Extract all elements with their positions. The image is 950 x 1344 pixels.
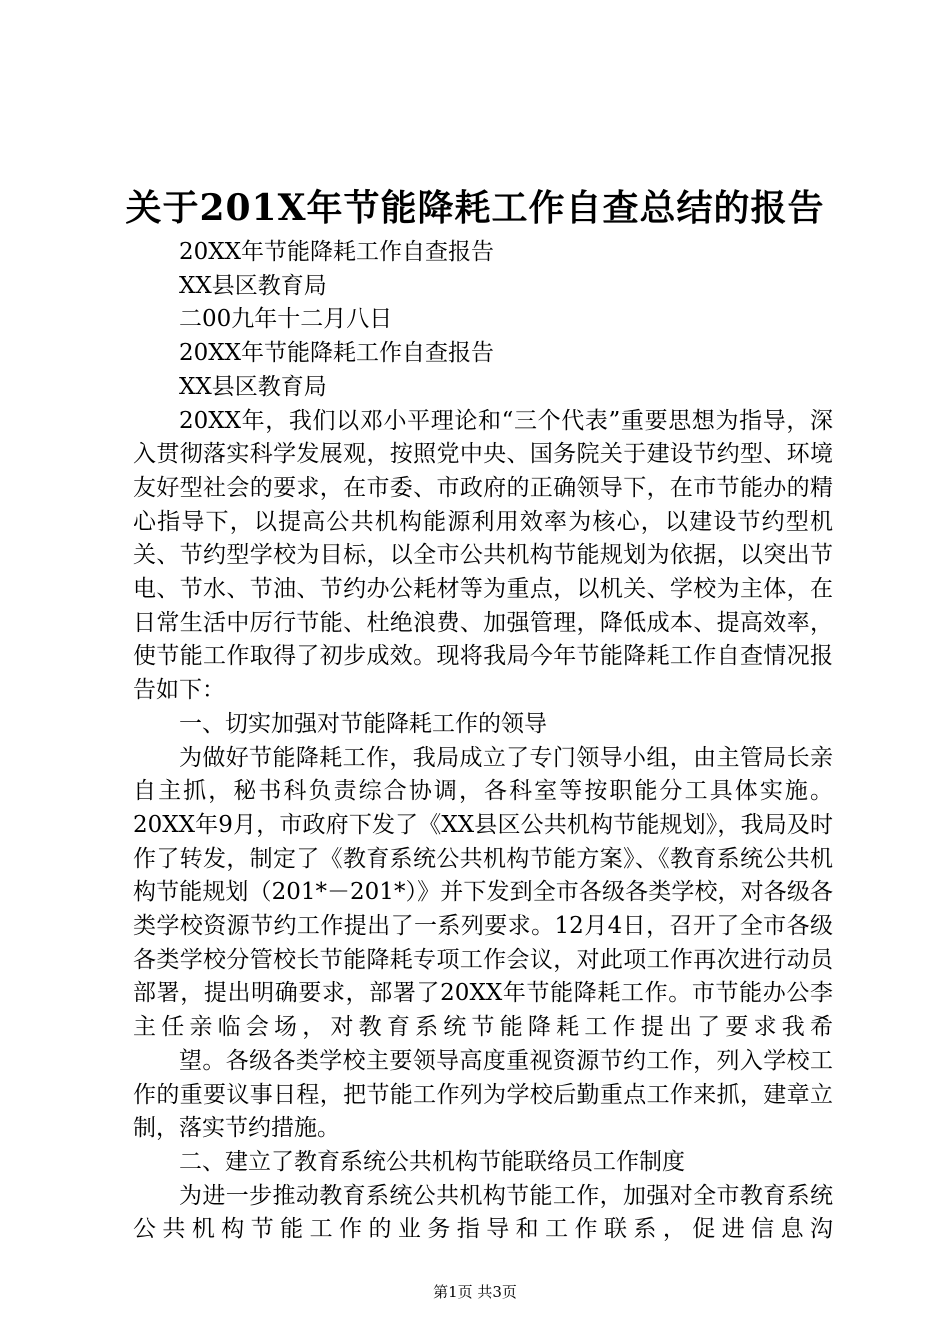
heading-line: 20XX年节能降耗工作自查报告 <box>179 340 495 367</box>
section-heading: 二、建立了教育系统公共机构节能联络员工作制度 <box>179 1148 685 1175</box>
heading-line: XX县区教育局 <box>179 373 327 400</box>
heading-line: XX县区教育局 <box>179 272 327 299</box>
page-footer: 第1页 共3页 <box>433 1283 517 1301</box>
heading-line: 20XX年节能降耗工作自查报告 <box>179 239 495 265</box>
paragraph: 望。各级各类学校主要领导高度重视资源节约工作，列入学校工作的重要议事日程，把节能工作列为学校后勤重点工作来抓，建章立制，落实节约措施。 <box>133 1047 833 1142</box>
paragraph: 为进一步推动教育系统公共机构节能工作，加强对全市教育系统公共机构节能工作的业务指导和工作联系，促进信息沟 <box>133 1182 833 1243</box>
paragraph: 为做好节能降耗工作，我局成立了专门领导小组，由主管局长亲自主抓，秘书科负责综合协调，各科室等按职能分工具体实施。20XX年9月，市政府下发了《XX县区公共机构节能规划》，我局及时作了转发，制定了《教育系统公共机构节能方案》、《教育系统公共机构节能规划（201*－201*）》并下发到全市各级各类学校，对各级各类学校资源节约工作提出了一系列要求。12月4日，召开了全市各级各类学校分管校长节能降耗专项工作会议，对此项工作再次进行动员部署，提出明确要求，部署了20XX年节能降耗工作。市节能办公李主任亲临会场，对教育系统节能降耗工作提出了要求我希 <box>133 744 833 1041</box>
date-line: 二00九年十二月八日 <box>179 306 393 333</box>
section-heading: 一、切实加强对节能降耗工作的领导 <box>179 710 547 737</box>
document-body <box>133 236 833 1247</box>
document-title: 关于201X年节能降耗工作自查总结的报告 <box>125 187 825 229</box>
paragraph: 20XX年，我们以邓小平理论和“三个代表”重要思想为指导，深入贯彻落实科学发展观，按照党中央、国务院关于建设节约型、环境友好型社会的要求，在市委、市政府的正确领导下，在市节能办的精心指导下，以提高公共机构能源利用效率为核心，以建设节约型机关、节约型学校为目标，以全市公共机构节能规划为依据，以突出节电、节水、节油、节约办公耗材等为重点，以机关、学校为主体，在日常生活中厉行节能、杜绝浪费、加强管理，降低成本、提高效率，使节能工作取得了初步成效。现将我局今年节能降耗工作自查情况报告如下： <box>133 407 833 704</box>
